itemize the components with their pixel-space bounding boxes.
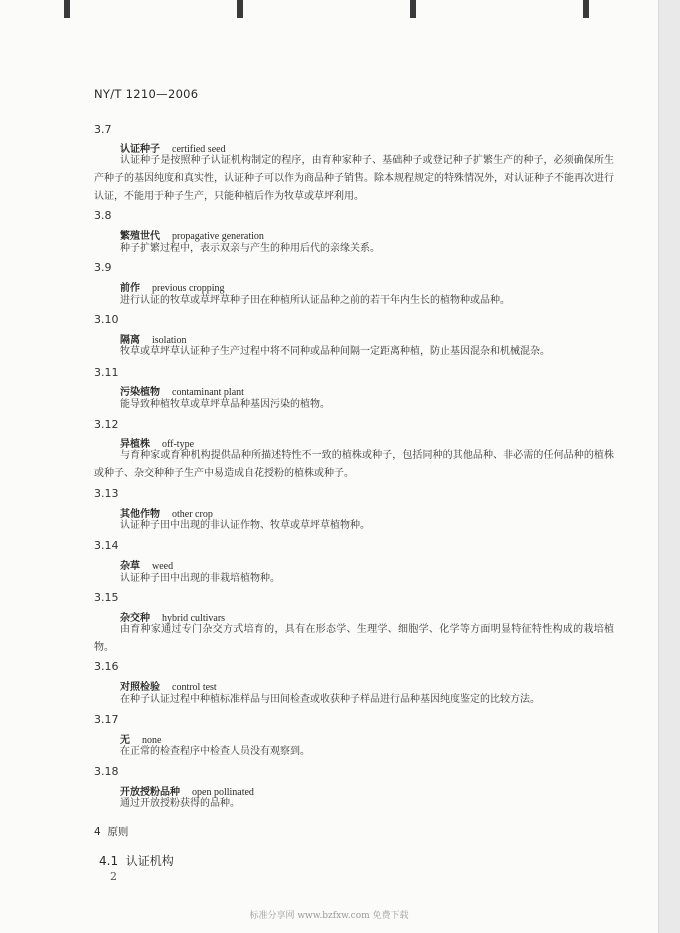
term-definition: 进行认证的牧草或草坪草种子田在种植所认证品种之前的若干年内生长的植物种或品种。	[120, 295, 510, 306]
term-en: isolation	[152, 335, 187, 346]
scan-edge-mark	[583, 0, 589, 18]
term-en: off-type	[162, 439, 195, 450]
term-en: other crop	[172, 509, 213, 520]
term-number: 3.14	[94, 539, 119, 552]
term-zh: 开放授粉品种	[120, 787, 180, 798]
scan-edge-mark	[64, 0, 70, 18]
standard-code: NY/T 1210—2006	[94, 87, 199, 101]
page-number: 2	[110, 870, 117, 883]
term-zh: 隔离	[120, 335, 140, 346]
term-definition: 牧草或草坪草认证种子生产过程中将不同种或品种间隔一定距离种植，防止基因混杂和机械混杂。	[120, 346, 550, 357]
term-number: 3.9	[94, 261, 112, 274]
term-zh: 无	[120, 735, 130, 746]
subclause-number: 4.1	[99, 854, 119, 868]
term-number: 3.7	[94, 123, 112, 136]
term-en: certified seed	[172, 144, 226, 155]
term-zh: 污染植物	[120, 387, 160, 398]
term-number: 3.10	[94, 313, 119, 326]
term-en: weed	[152, 561, 174, 572]
term-zh: 认证种子	[120, 144, 160, 155]
term-en: open pollinated	[192, 787, 254, 798]
term-en: contaminant plant	[172, 387, 244, 398]
scan-edge-mark	[410, 0, 416, 18]
term-number: 3.11	[94, 366, 119, 379]
term-number: 3.13	[94, 487, 119, 500]
term-number: 3.18	[94, 765, 119, 778]
term-zh: 其他作物	[120, 509, 160, 520]
clause-number: 4	[94, 826, 101, 838]
term-definition: 能导致种植牧草或草坪草品种基因污染的植物。	[120, 399, 330, 410]
term-number: 3.17	[94, 713, 119, 726]
term-definition: 在种子认证过程中种植标准样品与田间检查或收获种子样品进行品种基因纯度鉴定的比较方法。	[120, 694, 540, 705]
term-number: 3.8	[94, 209, 112, 222]
term-en: control test	[172, 682, 217, 693]
term-en: none	[142, 735, 162, 746]
clause-title: 原则	[107, 826, 129, 838]
term-definition: 在正常的检查程序中检查人员没有观察到。	[120, 746, 310, 757]
term-zh: 杂草	[120, 561, 140, 572]
term-definition: 种子扩繁过程中，表示双亲与产生的种用后代的亲缘关系。	[120, 243, 380, 254]
term-zh: 杂交种	[120, 613, 150, 624]
term-zh: 繁殖世代	[120, 231, 160, 242]
subclause-heading	[99, 852, 174, 869]
term-definition: 通过开放授粉获得的品种。	[120, 798, 240, 809]
footer-watermark: 标准分享网 www.bzfxw.com 免费下载	[249, 911, 409, 921]
term-en: hybrid cultivars	[162, 613, 226, 624]
term-number: 3.16	[94, 660, 119, 673]
term-definition: 与育种家或育种机构提供品种所描述特性不一致的植株或种子，包括同种的其他品种、非必需的任何品种的植株或种子、杂交种种子生产中易造成自花授粉的植株或种子。	[94, 450, 614, 479]
scan-edge-mark	[237, 0, 243, 18]
term-definition: 认证种子田中出现的非认证作物、牧草或草坪草植物种。	[120, 520, 370, 531]
term-zh: 前作	[120, 283, 140, 294]
clause-heading	[94, 824, 128, 839]
term-zh: 异植株	[120, 439, 150, 450]
subclause-title: 认证机构	[125, 854, 174, 868]
term-en: previous cropping	[152, 283, 225, 294]
term-definition: 认证种子是按照种子认证机构制定的程序，由育种家种子、基础种子或登记种子扩繁生产的种子，必须确保所生产种子的基因纯度和真实性，认证种子可以作为商品种子销售。除本规程规定的特殊情况外，对认证种子不能再次进行认证，不能用于种子生产，只能种植后作为牧草或草坪利用。	[94, 155, 614, 202]
term-definition: 认证种子田中出现的非栽培植物种。	[120, 573, 280, 584]
term-zh: 对照检验	[120, 682, 160, 693]
term-number: 3.12	[94, 418, 119, 431]
term-number: 3.15	[94, 591, 119, 604]
term-en: propagative generation	[172, 231, 264, 242]
term-definition: 由育种家通过专门杂交方式培育的，具有在形态学、生理学、细胞学、化学等方面明显特征特性构成的栽培植物。	[94, 624, 614, 653]
